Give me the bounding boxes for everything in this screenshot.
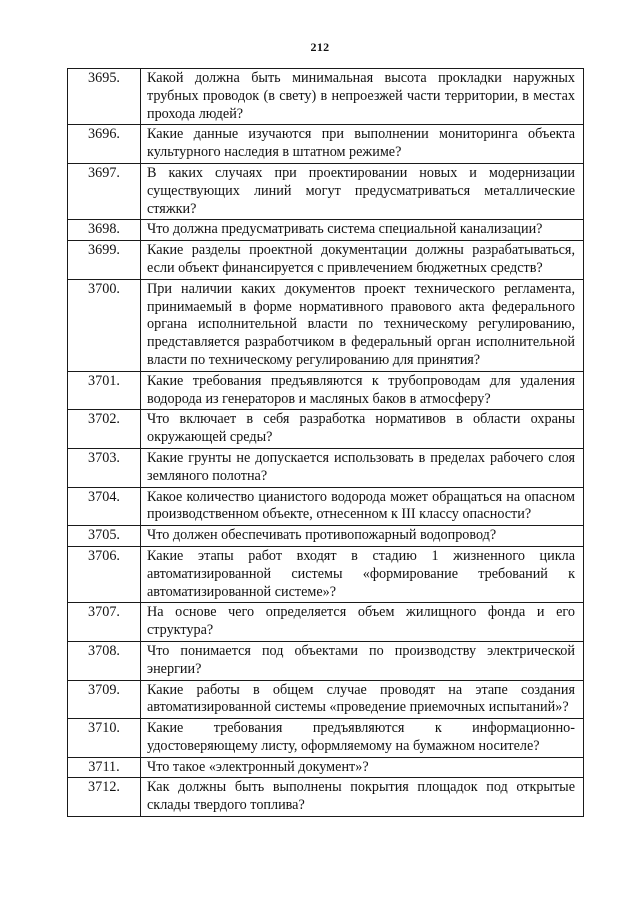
table-row bbox=[68, 719, 584, 758]
table-row bbox=[68, 69, 584, 125]
question-number: 3704. bbox=[68, 487, 141, 526]
question-text: Какие этапы работ входят в стадию 1 жизненного цикла автоматизированной системы «формирование требований к автоматизированной системе»? bbox=[141, 546, 584, 602]
question-text: Какое количество цианистого водорода может обращаться на опасном производственном объекте, отнесенном к III классу опасности? bbox=[141, 487, 584, 526]
question-text: Что должна предусматривать система специальной канализации? bbox=[141, 220, 584, 241]
question-number: 3705. bbox=[68, 526, 141, 547]
question-text: Какой должна быть минимальная высота прокладки наружных трубных проводок (в свету) в непроезжей части территории, в местах прохода людей? bbox=[141, 69, 584, 125]
questions-table-body bbox=[68, 69, 584, 817]
question-number: 3703. bbox=[68, 448, 141, 487]
question-text: Что такое «электронный документ»? bbox=[141, 757, 584, 778]
question-number: 3701. bbox=[68, 371, 141, 410]
question-text: Какие требования предъявляются к трубопроводам для удаления водорода из генераторов и масляных баков в атмосферу? bbox=[141, 371, 584, 410]
question-text: Что понимается под объектами по производству электрической энергии? bbox=[141, 641, 584, 680]
question-text: При наличии каких документов проект технического регламента, принимаемый в форме нормативного правового акта федерального органа исполнительной власти по техническому регулированию, представляется разработчиком в федеральный орган исполнительной власти по техническому регулированию для принятия? bbox=[141, 279, 584, 371]
table-row bbox=[68, 778, 584, 817]
table-row bbox=[68, 163, 584, 219]
table-row bbox=[68, 487, 584, 526]
question-number: 3696. bbox=[68, 125, 141, 164]
question-number: 3698. bbox=[68, 220, 141, 241]
question-number: 3697. bbox=[68, 163, 141, 219]
table-row bbox=[68, 220, 584, 241]
question-number: 3707. bbox=[68, 603, 141, 642]
table-row bbox=[68, 757, 584, 778]
table-row bbox=[68, 546, 584, 602]
question-text: Что должен обеспечивать противопожарный водопровод? bbox=[141, 526, 584, 547]
table-row bbox=[68, 410, 584, 449]
question-text: В каких случаях при проектировании новых и модернизации существующих линий могут предусматриваться металлические стяжки? bbox=[141, 163, 584, 219]
page-number: 212 bbox=[310, 40, 330, 54]
question-number: 3695. bbox=[68, 69, 141, 125]
question-number: 3699. bbox=[68, 241, 141, 280]
question-text: Какие разделы проектной документации должны разрабатываться, если объект финансируется с привлечением бюджетных средств? bbox=[141, 241, 584, 280]
question-text: Какие грунты не допускается использовать в пределах рабочего слоя земляного полотна? bbox=[141, 448, 584, 487]
table-row bbox=[68, 680, 584, 719]
question-text: Что включает в себя разработка нормативов в области охраны окружающей среды? bbox=[141, 410, 584, 449]
question-number: 3708. bbox=[68, 641, 141, 680]
question-text: Как должны быть выполнены покрытия площадок под открытые склады твердого топлива? bbox=[141, 778, 584, 817]
table-row bbox=[68, 641, 584, 680]
question-number: 3712. bbox=[68, 778, 141, 817]
table-row bbox=[68, 371, 584, 410]
question-number: 3709. bbox=[68, 680, 141, 719]
table-row bbox=[68, 526, 584, 547]
question-text: На основе чего определяется объем жилищного фонда и его структура? bbox=[141, 603, 584, 642]
question-number: 3711. bbox=[68, 757, 141, 778]
question-text: Какие работы в общем случае проводят на этапе создания автоматизированной системы «проведение приемочных испытаний»? bbox=[141, 680, 584, 719]
question-number: 3706. bbox=[68, 546, 141, 602]
table-row bbox=[68, 125, 584, 164]
question-text: Какие требования предъявляются к информационно-удостоверяющему листу, оформляемому на бумажном носителе? bbox=[141, 719, 584, 758]
question-number: 3700. bbox=[68, 279, 141, 371]
table-row bbox=[68, 241, 584, 280]
table-row bbox=[68, 448, 584, 487]
question-text: Какие данные изучаются при выполнении мониторинга объекта культурного наследия в штатном режиме? bbox=[141, 125, 584, 164]
table-row bbox=[68, 279, 584, 371]
question-number: 3710. bbox=[68, 719, 141, 758]
table-row bbox=[68, 603, 584, 642]
questions-table bbox=[67, 68, 584, 817]
question-number: 3702. bbox=[68, 410, 141, 449]
